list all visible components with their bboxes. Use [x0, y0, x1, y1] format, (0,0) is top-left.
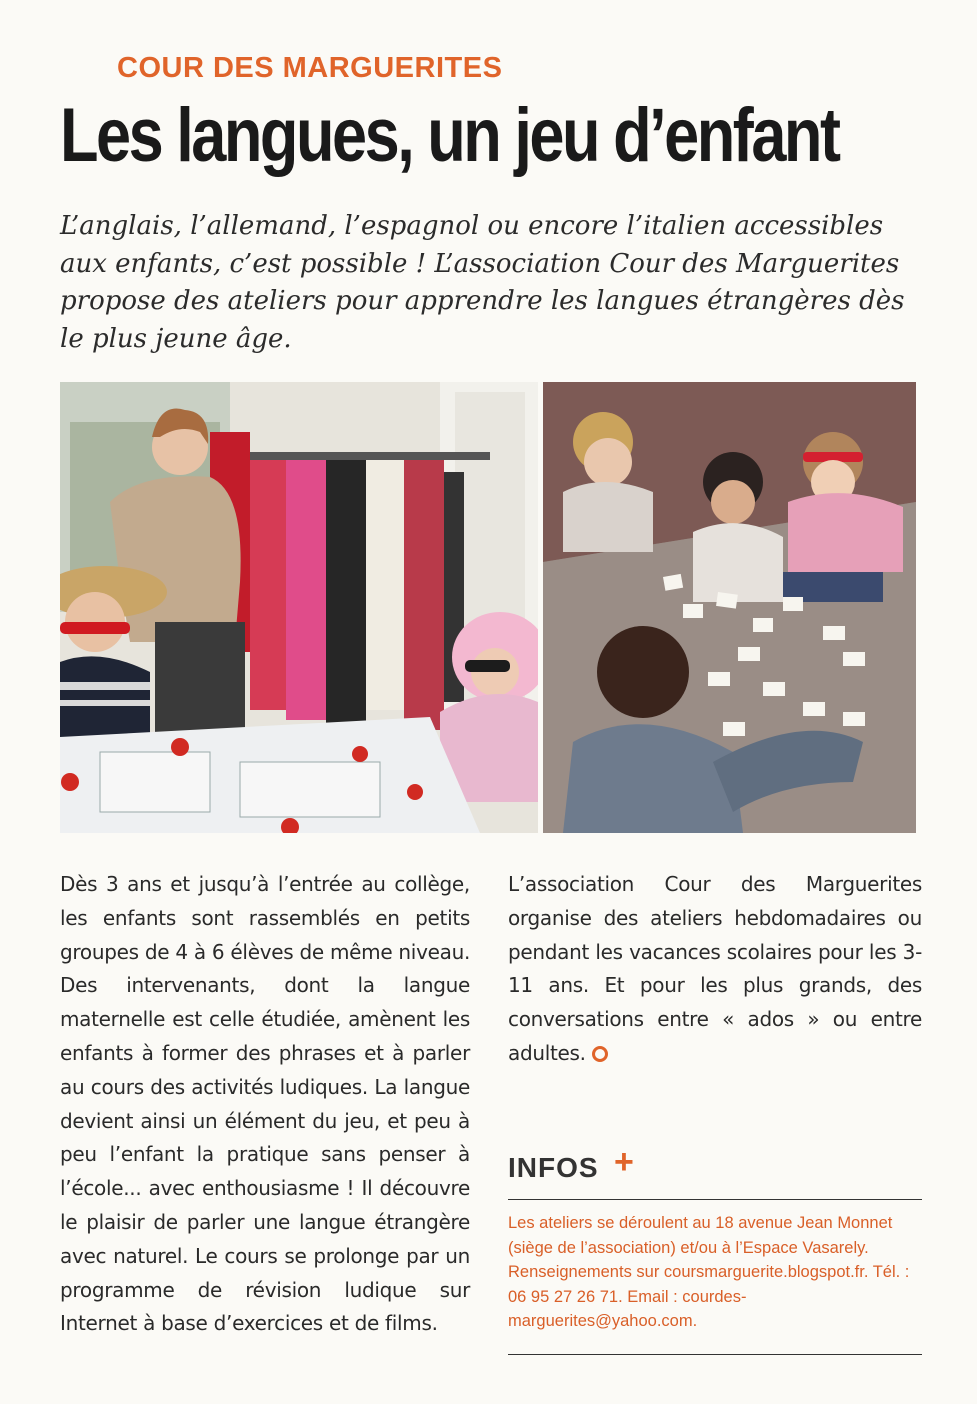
article-body-right [508, 868, 922, 1071]
infos-divider-bottom [508, 1354, 922, 1355]
infos-plus-icon: + [614, 1143, 634, 1181]
article-lead: L’anglais, l’allemand, l’espagnol ou encore l’italien accessibles aux enfants, c’est possible ! L’association Cour des Marguerites propose des ateliers pour apprendre les langues étrangères dès le plus jeune âge. [60, 211, 905, 354]
infos-body: Les ateliers se déroulent au 18 avenue Jean Monnet (siège de l’association) et/ou à l’Espace Vasarely. Renseignements sur coursmarguerite.blogspot.fr. Tél. : 06 95 27 26 71. Email : courdes-marguerites@yahoo.com. [508, 1214, 910, 1330]
article-body-right-text: L’association Cour des Marguerites organise des ateliers hebdomadaires ou pendant les vacances scolaires pour les 3-11 ans. Et pour les plus grands, des conversations entre « ados » ou entre adultes. [508, 872, 922, 1065]
article-body-left: Dès 3 ans et jusqu’à l’entrée au collège, les enfants sont rassemblés en petits groupes de 4 à 6 élèves de même niveau. Des intervenants, dont la langue maternelle est celle étudiée, amènent les enfants à former des phrases et à parler au cours des activités ludiques. La langue devient ainsi un élément du jeu, et peu à peu l’enfant la pratique sans penser à l’école... avec enthousiasme ! Il découvre le plaisir de parler une langue étrangère avec naturel. Le cours se prolonge par un programme de révision ludique sur Internet à base d’exercices et de films. [60, 872, 470, 1336]
article-headline: Les langues, un jeu d’enfant [60, 93, 839, 178]
infos-title: INFOS [508, 1152, 599, 1183]
end-of-article-icon [592, 1046, 608, 1062]
section-kicker: COUR DES MARGUERITES [117, 52, 503, 84]
photo-costume-workshop [60, 382, 538, 833]
infos-divider-top [508, 1199, 922, 1200]
photo-card-game [543, 382, 916, 833]
